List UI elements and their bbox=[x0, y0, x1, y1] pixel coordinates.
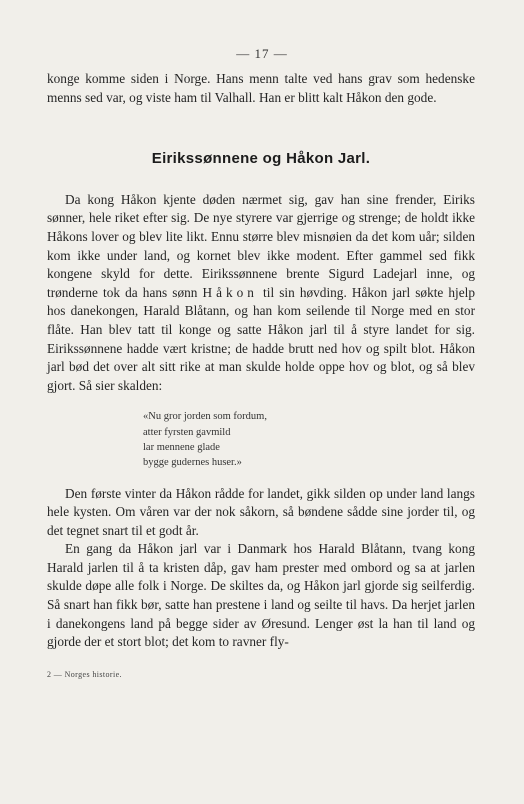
paragraph-1 bbox=[47, 191, 475, 396]
skaldic-poem bbox=[143, 409, 475, 470]
paragraph-1-text-before: Da kong Håkon kjente døden nærmet sig, gav han sine frender, Eiriks sønner, hele riket efter sig. De nye styrere var gjerrige og strenge; de holdt ikke Håkons lover og blev lite likt. Ennu større blev misnøien da det kom uår; silden kom ikke under land, og kornet blev ikke modent. Efter gammel sed fikk kongene skyld for dette. Eirikssønnene brente Sigurd Ladejarl inne, og trønderne tok da hans sønn bbox=[47, 191, 475, 300]
page-number: — 17 — bbox=[236, 46, 288, 61]
section-heading: Eirikssønnene og Håkon Jarl. bbox=[151, 150, 371, 168]
intro-paragraph: konge komme siden i Norge. Hans menn talte ved hans grav som hedenske menns sed var, og viste ham til Valhall. Han er blitt kalt Håkon den gode. bbox=[47, 71, 475, 105]
poem-line: lar mennene glade bbox=[143, 441, 220, 453]
paragraph-3: En gang da Håkon jarl var i Danmark hos Harald Blåtann, tvang kong Harald jarlen til å ta kristen dåp, gav ham prester med ombord og sa at jarlen skulde døpe alle folk i Norge. De skiltes da, og Håkon jarl gjorde sig seilferdig. Så snart han fikk bør, satte han prestene i land og seilte til havs. Da herjet jarlen i danekongens land på begge sider av Øresund. Lenger øst la han til land og gjorde der et stort blot; det kom to ravner fly- bbox=[47, 541, 475, 650]
spaced-name-hakon: Håkon bbox=[202, 284, 258, 300]
page-content bbox=[47, 70, 475, 684]
poem-line: atter fyrsten gavmild bbox=[143, 426, 231, 438]
paragraph-2: Den første vinter da Håkon rådde for landet, gikk silden op under land langs hele kysten. Om våren var der nok såkorn, så bøndene sådde sine jorder til, og det tegnet snart til et godt år. bbox=[47, 485, 475, 538]
footnote-signature: 2 — Norges historie. bbox=[47, 669, 122, 679]
poem-line: bygge gudernes huser.» bbox=[143, 457, 242, 469]
paragraph-1-text-after: til sin høvding. Håkon jarl søkte hjelp hos danekongen, Harald Blåtann, og han kom seilende til Norge med en stor flåte. Han blev tatt til konge og satte Håkon jarl til å styre landet for sig. Eirikssønnene hadde vært kristne; de hadde brutt ned hov og spilt blot. Håkon jarl bød det over alt sitt rike at man skulde holde oppe hov og blot, og så blev gjort. Så sier skalden: bbox=[47, 284, 475, 393]
poem-line: «Nu gror jorden som fordum, bbox=[143, 411, 267, 423]
